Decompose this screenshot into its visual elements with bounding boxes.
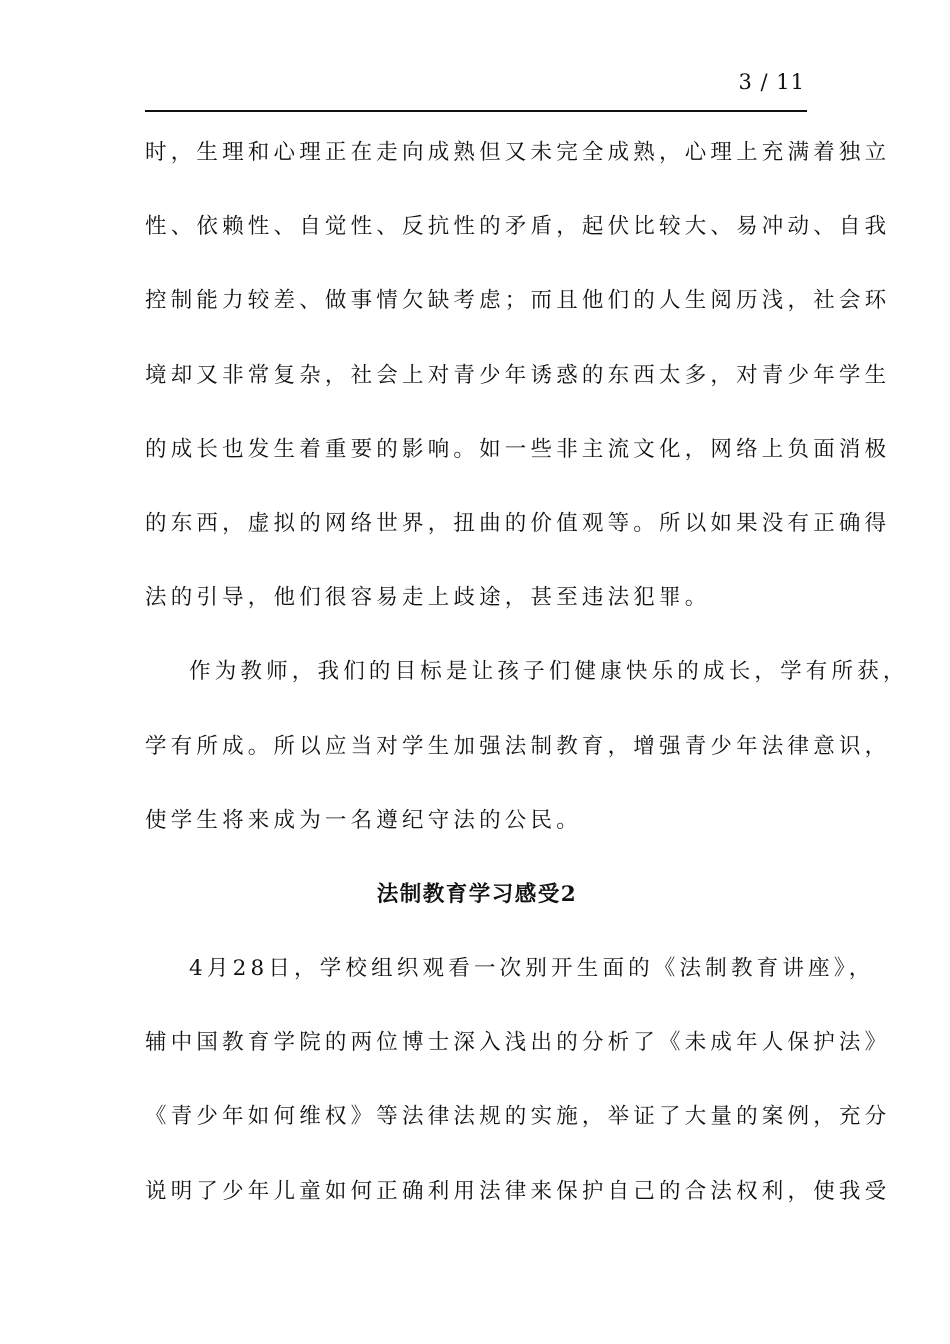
paragraph-line: 的东西，虚拟的网络世界，扭曲的价值观等。所以如果没有正确得 <box>145 510 891 536</box>
page-number: 3 / 11 <box>738 70 805 94</box>
paragraph-line: 的成长也发生着重要的影响。如一些非主流文化，网络上负面消极 <box>145 436 891 462</box>
paragraph-line: 作为教师，我们的目标是让孩子们健康快乐的成长，学有所获， <box>189 659 909 685</box>
document-body <box>145 128 909 1241</box>
paragraph-line: 说明了少年儿童如何正确利用法律来保护自己的合法权利，使我受 <box>145 1178 891 1204</box>
paragraph-line: 4月28日，学校组织观看一次别开生面的《法制教育讲座》， <box>189 956 875 982</box>
header-divider <box>145 110 807 112</box>
paragraph-line: 控制能力较差、做事情欠缺考虑；而且他们的人生阅历浅，社会环 <box>145 288 891 314</box>
paragraph-line: 《青少年如何维权》等法律法规的实施，举证了大量的案例，充分 <box>145 1104 891 1130</box>
paragraph-line: 法的引导，他们很容易走上歧途，甚至违法犯罪。 <box>145 585 711 611</box>
paragraph-line: 时，生理和心理正在走向成熟但又未完全成熟，心理上充满着独立 <box>145 140 891 165</box>
paragraph-line: 学有所成。所以应当对学生加强法制教育，增强青少年法律意识， <box>145 733 891 759</box>
paragraph-line: 辅中国教育学院的两位博士深入浅出的分析了《未成年人保护法》 <box>145 1030 891 1056</box>
paragraph-line: 使学生将来成为一名遵纪守法的公民。 <box>145 807 582 833</box>
section-heading: 法制教育学习感受2 <box>376 881 578 907</box>
paragraph-line: 境却又非常复杂，社会上对青少年诱惑的东西太多，对青少年学生 <box>145 362 891 388</box>
paragraph-line: 性、依赖性、自觉性、反抗性的矛盾，起伏比较大、易冲动、自我 <box>145 214 891 240</box>
